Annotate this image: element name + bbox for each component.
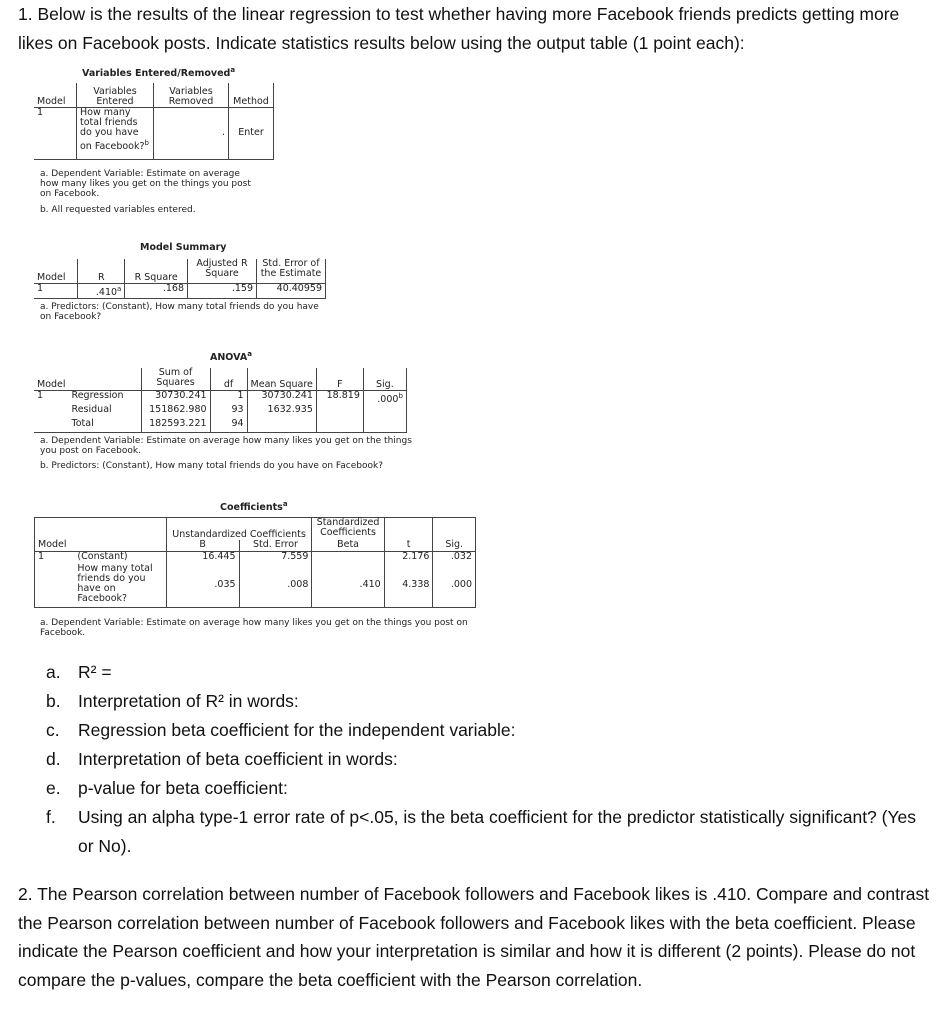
- question-items: [46, 658, 926, 861]
- footnote: a. Dependent Variable: Estimate on average how many likes you get on the things you post on Facebook.: [40, 436, 412, 456]
- row-label: Regression: [71, 389, 124, 401]
- col-variables-removed: Variables Removed: [154, 83, 229, 107]
- variables-entered-title: Variables Entered/Removed$^a$: [82, 66, 236, 80]
- row-label: (Constant): [77, 551, 128, 562]
- cell-model: 1: [34, 107, 77, 159]
- cell-r: .410$^a$: [78, 283, 125, 298]
- question-2-text: 2. The Pearson correlation between number of Facebook followers and Facebook likes is .410. Compare and contrast the Pearson correlation between number of Facebook followers and Facebook likes with the beta coefficient. Please indicate the Pearson coefficient and how your interpretation is similar and how it is different (2 points). Please do not compare the p-values, compare the beta coefficient with the Pearson correlation.: [18, 884, 930, 990]
- anova-title: ANOVA$^a$: [210, 350, 252, 364]
- footnote: a. Dependent Variable: Estimate on average how many likes you get on the things you post on Facebook.: [40, 618, 468, 638]
- footnote: b. All requested variables entered.: [40, 205, 196, 215]
- col-t: t: [384, 540, 433, 552]
- cell-adj-r-square: .159: [188, 283, 257, 298]
- cell-removed: .: [154, 107, 229, 159]
- cell-model: 1: [35, 552, 75, 564]
- list-item: f. Using an alpha type-1 error rate of p<.05, is the beta coefficient for the predictor statistically significant? (Yes or No).: [46, 807, 917, 856]
- col-std-error: Std. Error: [239, 540, 312, 552]
- anova-table: [34, 350, 434, 470]
- col-model: Model: [34, 259, 78, 283]
- col-mean-square: Mean Square: [247, 368, 316, 390]
- cell-beta: [312, 552, 384, 564]
- coefficients-table: [34, 500, 474, 640]
- row-label: Total: [69, 419, 142, 433]
- cell-beta: .410: [312, 564, 384, 608]
- col-sig: Sig.: [363, 368, 406, 390]
- cell-se: 7.559: [239, 552, 312, 564]
- cell-sig: .032: [433, 552, 476, 564]
- list-item: a. R² =: [46, 662, 112, 682]
- question-1-text: 1. Below is the results of the linear regression to test whether having more Facebook friends predicts getting more likes on Facebook posts. Indicate statistics results below using the output table (1 point each):: [18, 4, 900, 53]
- col-method: Method: [229, 83, 274, 107]
- col-adj-r-square: Adjusted R Square: [188, 259, 257, 283]
- cell-b: 16.445: [166, 552, 239, 564]
- col-df: df: [210, 368, 247, 390]
- col-beta: Beta: [312, 540, 384, 552]
- cell-sig: .000: [433, 564, 476, 608]
- row-label: How many total friends do you have on Facebook?: [74, 564, 166, 608]
- col-label: [69, 368, 142, 390]
- cell-entered: How many total friends do you have on Facebook?$^b$: [77, 107, 154, 159]
- list-item: e. p-value for beta coefficient:: [46, 778, 288, 798]
- cell-f: 18.819: [316, 390, 363, 405]
- col-r: R: [78, 259, 125, 283]
- footnote: b. Predictors: (Constant), How many total friends do you have on Facebook?: [40, 461, 383, 471]
- col-variables-entered: Variables Entered: [77, 83, 154, 107]
- col-model: Model: [35, 540, 75, 552]
- cell-model: 1: [37, 389, 44, 401]
- variables-entered-table: [34, 66, 314, 226]
- cell-df: 94: [210, 419, 247, 433]
- group-unstandardized: Unstandardized Coefficients: [166, 518, 312, 540]
- col-std-error: Std. Error of the Estimate: [257, 259, 326, 283]
- cell-df: 93: [210, 405, 247, 419]
- col-b: B: [166, 540, 239, 552]
- row-label: Residual: [71, 403, 112, 415]
- coefficients-title: Coefficients$^a$: [220, 500, 288, 514]
- cell-b: .035: [166, 564, 239, 608]
- col-model: Model: [34, 83, 77, 107]
- list-item: d. Interpretation of beta coefficient in words:: [46, 749, 398, 769]
- footnote: a. Dependent Variable: Estimate on average how many likes you get on the things you post on Facebook.: [40, 169, 251, 199]
- col-sig: Sig.: [433, 540, 476, 552]
- col-model: Model: [34, 368, 69, 390]
- cell-sig: .000$^b$: [363, 390, 406, 405]
- cell-r-square: .168: [125, 283, 188, 298]
- col-f: F: [316, 368, 363, 390]
- cell-ss: 151862.980: [141, 405, 210, 419]
- cell-ms: 30730.241: [247, 390, 316, 405]
- list-item: b. Interpretation of R² in words:: [46, 691, 299, 711]
- cell-t: 2.176: [384, 552, 433, 564]
- model-summary-table: [34, 242, 334, 327]
- cell-se: .008: [239, 564, 312, 608]
- cell-model: 1: [34, 283, 78, 298]
- group-standardized: Standardized Coefficients: [312, 518, 384, 540]
- col-r-square: R Square: [125, 259, 188, 283]
- list-item: c. Regression beta coefficient for the independent variable:: [46, 720, 516, 740]
- model-summary-title: Model Summary: [140, 242, 227, 253]
- cell-ss: 30730.241: [141, 390, 210, 405]
- cell-t: 4.338: [384, 564, 433, 608]
- cell-std-error: 40.40959: [257, 283, 326, 298]
- cell-method: Enter: [229, 107, 274, 159]
- cell-df: 1: [210, 390, 247, 405]
- cell-ss: 182593.221: [141, 419, 210, 433]
- col-sum-squares: Sum of Squares: [141, 368, 210, 390]
- footnote: a. Predictors: (Constant), How many total friends do you have on Facebook?: [40, 302, 319, 322]
- cell-ms: 1632.935: [247, 405, 316, 419]
